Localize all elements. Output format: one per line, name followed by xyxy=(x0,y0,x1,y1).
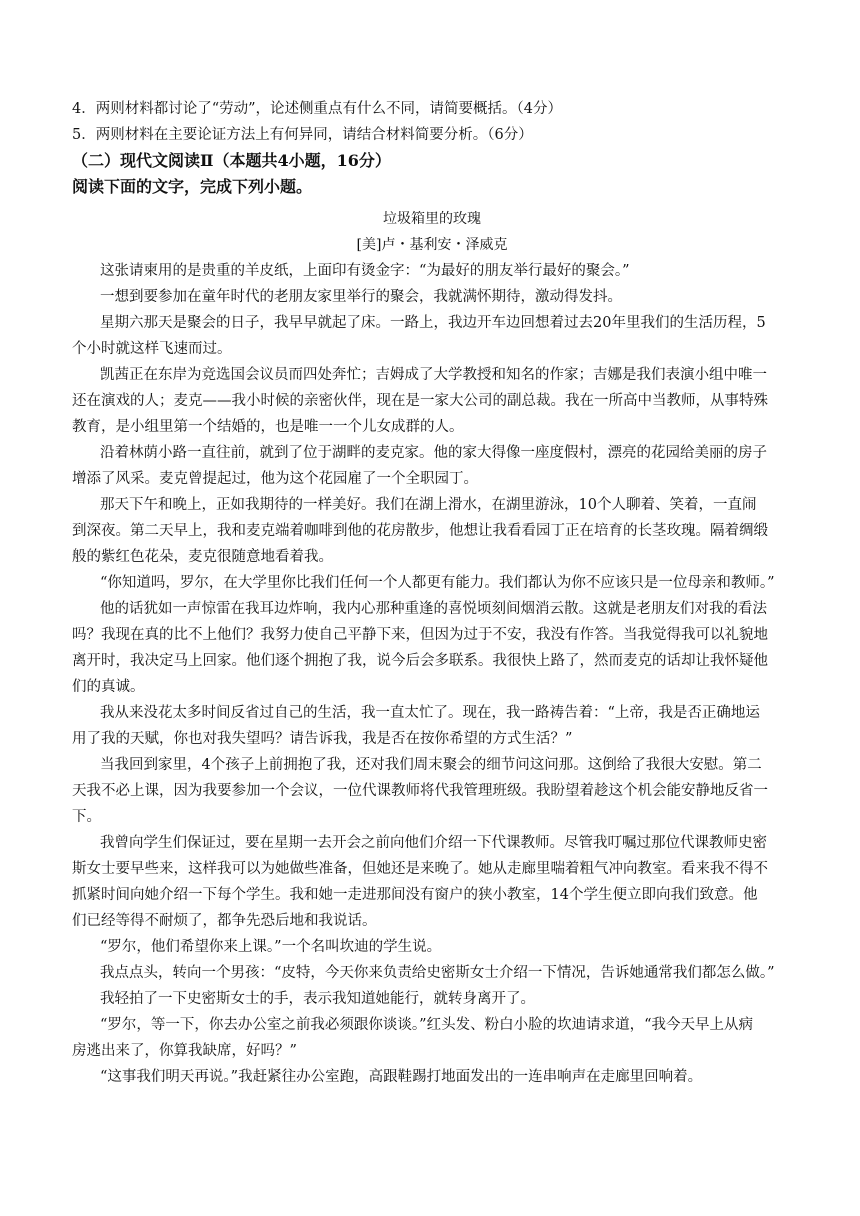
body-line: “你知道吗，罗尔，在大学里你比我们任何一个人都更有能力。我们都认为你不应该只是一位母亲和教师。” xyxy=(100,575,775,591)
body-line: 教育，是小组里第一个结婚的，也是唯一一个儿女成群的人。 xyxy=(72,419,464,435)
body-line: 到深夜。第二天早上，我和麦克端着咖啡到他的花房散步，他想让我看看园丁正在培育的长茎玫瑰。隔着绸缎 xyxy=(72,523,768,539)
body-line: 他的话犹如一声惊雷在我耳边炸响，我内心那种重逢的喜悦顷刻间烟消云散。这就是老朋友们对我的看法 xyxy=(100,601,767,617)
body-line: 我从来没花太多时间反省过自己的生活，我一直太忙了。现在，我一路祷告着：“上帝，我是否正确地运 xyxy=(100,705,760,721)
section-instruction: 阅读下面的文字，完成下列小题。 xyxy=(72,178,313,196)
body-line: 我曾向学生们保证过，要在星期一去开会之前向他们介绍一下代课教师。尽管我叮嘱过那位代课教师史密 xyxy=(100,835,767,851)
body-line: 当我回到家里，4个孩子上前拥抱了我，还对我们周末聚会的细节问这问那。这倒给了我很大安慰。第二 xyxy=(100,757,762,773)
body-line: 们的真诚。 xyxy=(72,679,145,695)
article-title: 垃圾箱里的玫瑰 xyxy=(383,211,481,227)
body-line: 星期六那天是聚会的日子，我早早就起了床。一路上，我边开车边回想着过去20年里我们的生活历程，5 xyxy=(100,315,766,331)
body-line: 我点点头，转向一个男孩：“皮特，今天你来负责给史密斯女士介绍一下情况，告诉她通常我们都怎么做。” xyxy=(100,965,775,981)
body-line: 抓紧时间向她介绍一下每个学生。我和她一走进那间没有窗户的狭小教室，14个学生便立即向我们致意。他 xyxy=(72,887,758,903)
section-heading: （二）现代文阅读Ⅱ（本题共4小题，16分） xyxy=(72,152,391,170)
article-author: [美]卢・基利安・泽威克 xyxy=(356,237,508,253)
body-line: “这事我们明天再说。”我赶紧往办公室跑，高跟鞋踢打地面发出的一连串响声在走廊里回响着。 xyxy=(100,1069,703,1085)
question-4: 4．两则材料都讨论了“劳动”，论述侧重点有什么不同，请简要概括。（4分） xyxy=(72,101,563,117)
body-line: 增添了风采。麦克曾提起过，他为这个花园雇了一个全职园丁。 xyxy=(72,471,478,487)
body-line: 这张请柬用的是贵重的羊皮纸，上面印有烫金字：“为最好的朋友举行最好的聚会。” xyxy=(100,263,630,279)
body-line: 房逃出来了，你算我缺席，好吗？” xyxy=(72,1043,297,1059)
body-line: 天我不必上课，因为我要参加一个会议，一位代课教师将代我管理班级。我盼望着趁这个机会能安静地反省一 xyxy=(72,783,768,799)
body-line: 用了我的天赋，你也对我失望吗？请告诉我，我是否在按你希望的方式生活？” xyxy=(72,731,573,747)
body-line: 下。 xyxy=(72,809,101,825)
body-line: “罗尔，他们希望你来上课。”一个名叫坎迪的学生说。 xyxy=(100,939,442,955)
body-line: “罗尔，等一下，你去办公室之前我必须跟你谈谈。”红头发、粉白小脸的坎迪请求道，“我今天早上从病 xyxy=(100,1017,753,1033)
body-line: 吗？我现在真的比不上他们？我努力使自己平静下来，但因为过于不安，我没有作答。当我觉得我可以礼貌地 xyxy=(72,627,768,643)
body-line: 沿着林荫小路一直往前，就到了位于湖畔的麦克家。他的家大得像一座度假村，漂亮的花园给美丽的房子 xyxy=(100,445,767,461)
body-line: 般的紫红色花朵，麦克很随意地看着我。 xyxy=(72,549,333,565)
body-line: 离开时，我决定马上回家。他们逐个拥抱了我，说今后会多联系。我很快上路了，然而麦克的话却让我怀疑他 xyxy=(72,653,768,669)
body-line: 们已经等得不耐烦了，都争先恐后地和我说话。 xyxy=(72,913,377,929)
body-line: 斯女士要早些来，这样我可以为她做些准备，但她还是来晚了。她从走廊里喘着粗气冲向教室。看来我不得不 xyxy=(72,861,768,877)
body-line: 那天下午和晚上，正如我期待的一样美好。我们在湖上滑水，在湖里游泳，10个人聊着、笑着，一直闹 xyxy=(100,497,757,513)
body-line: 一想到要参加在童年时代的老朋友家里举行的聚会，我就满怀期待，激动得发抖。 xyxy=(100,289,622,305)
question-5: 5．两则材料在主要论证方法上有何异同，请结合材料简要分析。（6分） xyxy=(72,127,533,143)
body-line: 还在演戏的人；麦克——我小时候的亲密伙伴，现在是一家大公司的副总裁。我在一所高中当教师，从事特殊 xyxy=(72,393,768,409)
body-line: 我轻拍了一下史密斯女士的手，表示我知道她能行，就转身离开了。 xyxy=(100,991,535,1007)
body-line: 凯茜正在东岸为竞选国会议员而四处奔忙；吉姆成了大学教授和知名的作家；吉娜是我们表演小组中唯一 xyxy=(100,367,767,383)
body-line: 个小时就这样飞速而过。 xyxy=(72,341,232,357)
